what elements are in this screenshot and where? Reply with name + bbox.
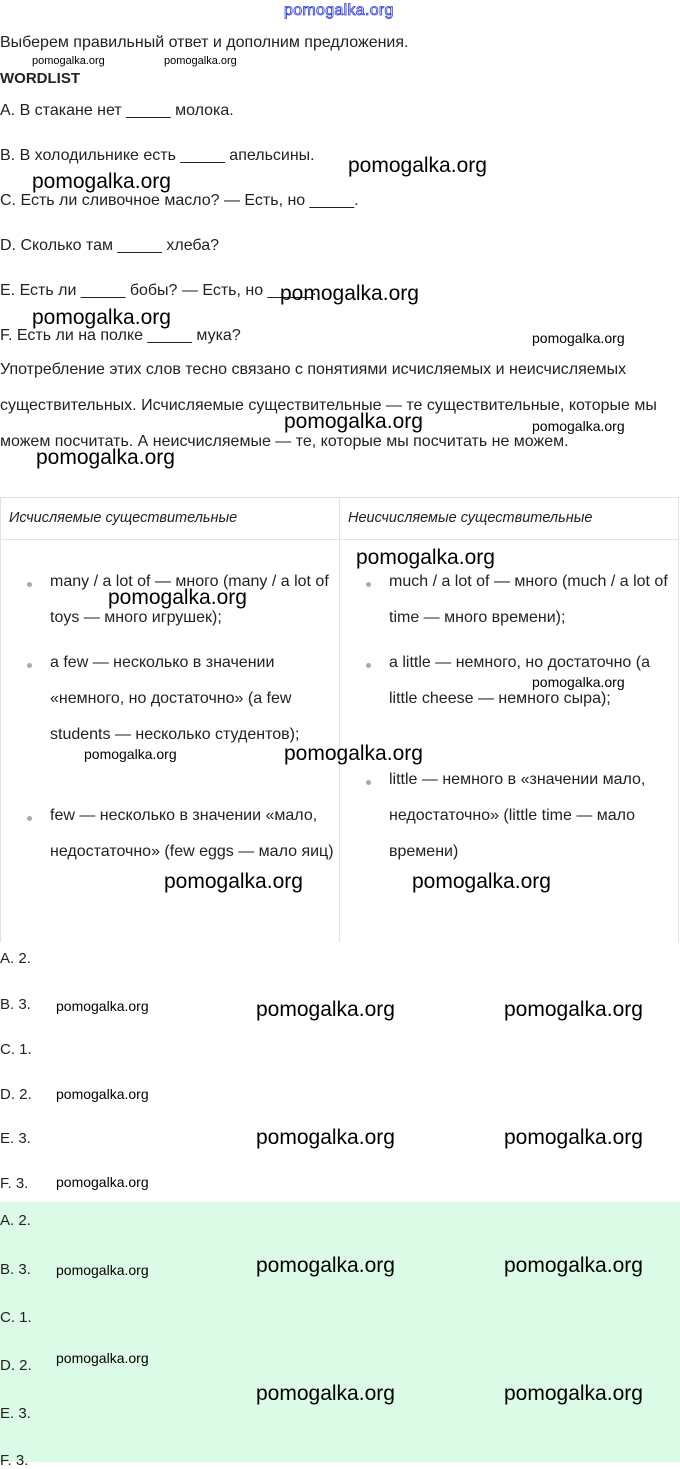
watermark: pomogalka.org bbox=[532, 418, 625, 434]
question-a: A. В стакане нет _____ молока. bbox=[0, 102, 234, 119]
watermark: pomogalka.org bbox=[532, 674, 625, 690]
question-b: B. В холодильнике есть _____ апельсины. bbox=[0, 147, 315, 164]
watermark: pomogalka.org bbox=[504, 1254, 643, 1277]
watermark: pomogalka.org bbox=[56, 1174, 149, 1190]
watermark: pomogalka.org bbox=[284, 742, 423, 765]
watermark: pomogalka.org bbox=[56, 998, 149, 1014]
watermark: pomogalka.org bbox=[36, 446, 175, 469]
answer-c: C. 1. bbox=[0, 1309, 32, 1326]
watermark: pomogalka.org bbox=[504, 998, 643, 1021]
answer-c: C. 1. bbox=[0, 1041, 32, 1058]
answer-d: D. 2. bbox=[0, 1086, 32, 1103]
watermark: pomogalka.org bbox=[280, 282, 419, 305]
watermark: pomogalka.org bbox=[256, 1126, 395, 1149]
list-item: a few — несколько в значении «немного, но достаточно» (a few students — несколько студентов); bbox=[50, 654, 300, 743]
answer-f: F. 3. bbox=[0, 1452, 29, 1469]
watermark: pomogalka.org bbox=[32, 170, 171, 193]
bullet-icon bbox=[27, 816, 32, 821]
list-item: little — немного в «значении мало, недостаточно» (little time — мало времени) bbox=[389, 771, 646, 860]
explanation-text: Употребление этих слов тесно связано с понятиями исчисляемых и неисчисляемых существительных. Исчисляемые существительные — те существительные, которые мы можем посчитать. А неисчисляемые — те, которые мы посчитать не можем. bbox=[0, 361, 657, 450]
list-item: many / a lot of — много (many / a lot of toys — много игрушек); bbox=[50, 573, 329, 626]
header-uncountable: Неисчисляемые существительные bbox=[340, 498, 679, 540]
answer-b: B. 3. bbox=[0, 996, 31, 1013]
watermark: pomogalka.org bbox=[256, 998, 395, 1021]
question-c: C. Есть ли сливочное масло? — Есть, но _____. bbox=[0, 192, 359, 209]
watermark: pomogalka.org bbox=[56, 1262, 149, 1278]
noun-table bbox=[0, 497, 679, 942]
watermark: pomogalka.org bbox=[164, 870, 303, 893]
site-link[interactable]: pomogalka.org bbox=[284, 2, 394, 19]
watermark: pomogalka.org bbox=[56, 1086, 149, 1102]
watermark: pomogalka.org bbox=[504, 1382, 643, 1405]
answer-b: B. 3. bbox=[0, 1261, 31, 1278]
watermark: pomogalka.org bbox=[504, 1126, 643, 1149]
answer-d: D. 2. bbox=[0, 1357, 32, 1374]
watermark: pomogalka.org bbox=[356, 546, 495, 569]
answer-a: A. 2. bbox=[0, 950, 31, 967]
bullet-icon bbox=[27, 663, 32, 668]
header-countable: Исчисляемые существительные bbox=[1, 498, 340, 540]
answer-highlight-block bbox=[0, 1202, 680, 1462]
watermark: pomogalka.org bbox=[32, 55, 105, 67]
watermark: pomogalka.org bbox=[348, 154, 487, 177]
watermark: pomogalka.org bbox=[108, 586, 247, 609]
bullet-icon bbox=[366, 780, 371, 785]
list-item: few — несколько в значении «мало, недостаточно» (few eggs — мало яиц) bbox=[50, 807, 334, 860]
wordlist-heading: WORDLIST bbox=[0, 70, 80, 87]
watermark: pomogalka.org bbox=[32, 306, 171, 329]
question-f: F. Есть ли на полке _____ мука? bbox=[0, 327, 241, 344]
answer-f: F. 3. bbox=[0, 1175, 29, 1192]
watermark: pomogalka.org bbox=[284, 410, 423, 433]
list-item: much / a lot of — много (much / a lot of time — много времени); bbox=[389, 573, 668, 626]
watermark: pomogalka.org bbox=[256, 1254, 395, 1277]
answer-e: E. 3. bbox=[0, 1405, 31, 1422]
answer-a: A. 2. bbox=[0, 1212, 31, 1229]
question-d: D. Сколько там _____ хлеба? bbox=[0, 237, 219, 254]
answer-e: E. 3. bbox=[0, 1130, 31, 1147]
watermark: pomogalka.org bbox=[84, 746, 177, 762]
watermark: pomogalka.org bbox=[532, 330, 625, 346]
watermark: pomogalka.org bbox=[56, 1350, 149, 1366]
question-e: E. Есть ли _____ бобы? — Есть, но _____. bbox=[0, 282, 317, 299]
watermark: pomogalka.org bbox=[256, 1382, 395, 1405]
bullet-icon bbox=[366, 663, 371, 668]
watermark: pomogalka.org bbox=[412, 870, 551, 893]
bullet-icon bbox=[366, 582, 371, 587]
watermark: pomogalka.org bbox=[164, 55, 237, 67]
list-item: a little — немного, но достаточно (a little cheese — немного сыра); bbox=[389, 654, 650, 707]
bullet-icon bbox=[27, 582, 32, 587]
intro-text: Выберем правильный ответ и дополним предложения. bbox=[0, 34, 409, 51]
